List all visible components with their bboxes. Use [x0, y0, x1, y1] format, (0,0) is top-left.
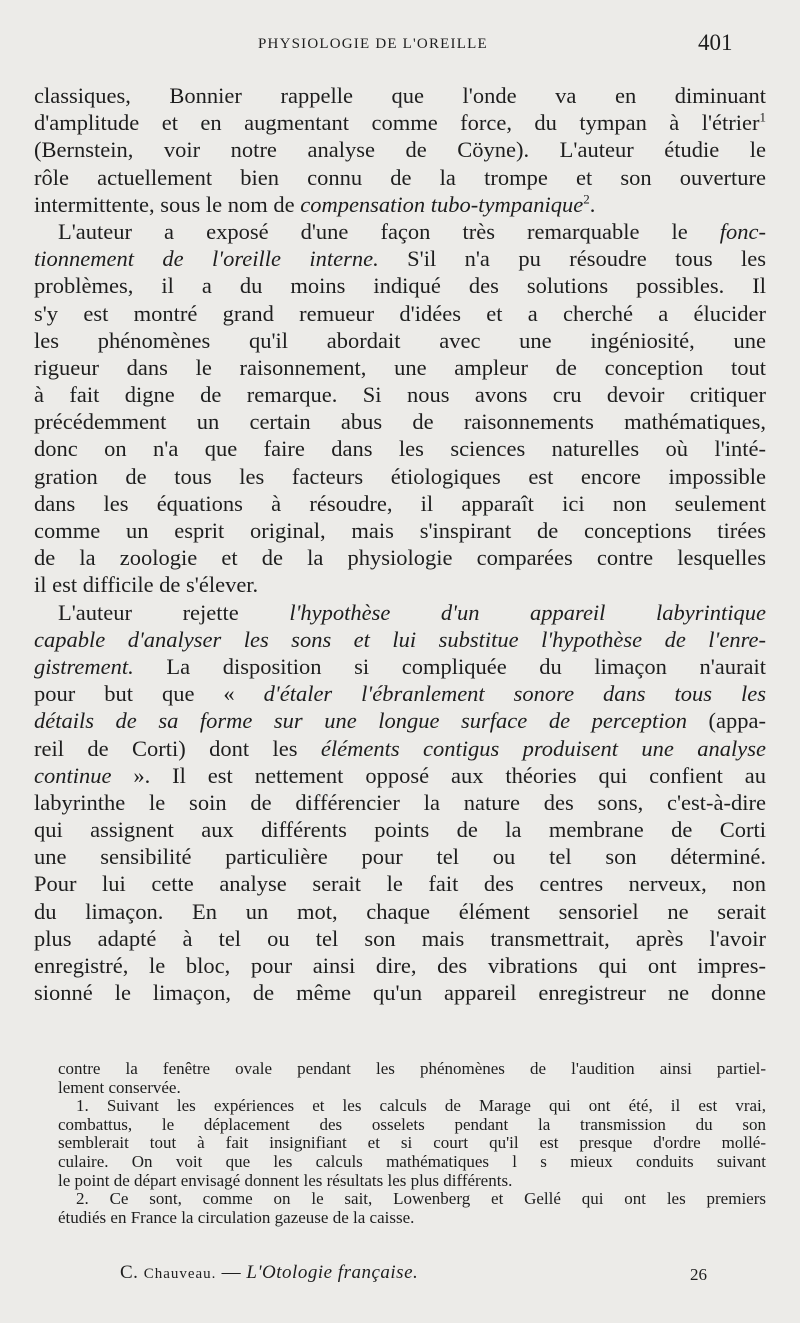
- text-line: (Bernstein, voir notre analyse de Cöyne). L'auteur étudie le: [34, 137, 766, 163]
- text-line: comme un esprit original, mais s'inspirant de conceptions tirées: [34, 518, 766, 543]
- text-line: problèmes, il a du moins indiqué des solutions possibles. Il: [34, 273, 766, 299]
- text-line: dans les équations à résoudre, il apparaît ici non seulement: [34, 490, 766, 516]
- footnote-line: contre la fenêtre ovale pendant les phénomènes de l'audition ainsi partiel-: [58, 1059, 766, 1078]
- text-line: Pour lui cette analyse serait le fait des centres nerveux, non: [34, 871, 766, 897]
- footnote-line: culaire. On voit que les calculs mathématiques l s mieux conduits suivant: [58, 1151, 766, 1171]
- text-line: les phénomènes qu'il abordait avec une ingéniosité, une: [34, 327, 766, 353]
- footnote-line: lement conservée.: [58, 1077, 181, 1097]
- page-number: 401: [698, 30, 733, 55]
- text-line: enregistré, le bloc, pour ainsi dire, des vibrations qui ont impres-: [34, 953, 766, 978]
- page-footer: [0, 1262, 800, 1290]
- text-line: une sensibilité particulière pour tel ou tel son déterminé.: [34, 844, 766, 870]
- footnote-line: étudiés en France la circulation gazeuse de la caisse.: [58, 1207, 415, 1227]
- text-line: du limaçon. En un mot, chaque élément sensoriel ne serait: [34, 898, 766, 924]
- text-line: plus adapté à tel ou tel son mais transmettrait, après l'avoir: [34, 925, 766, 951]
- running-title: PHYSIOLOGIE DE L'OREILLE: [258, 36, 488, 52]
- footnote-line: semblerait tout à fait insignifiant et si court qu'il est presque d'ordre mollé-: [58, 1133, 766, 1153]
- text-line: pour but que « d'étaler l'ébranlement sonore dans tous les: [34, 681, 767, 707]
- text-line: sionné le limaçon, de même qu'un appareil enregistreur ne donne: [34, 980, 766, 1006]
- footnote-2: 2. Ce sont, comme on le sait, Lowenberg et Gellé qui ont les premiers: [76, 1189, 766, 1209]
- text-line: de la zoologie et de la physiologie comparées contre lesquelles: [34, 545, 766, 571]
- book-title: L'Otologie française.: [246, 1262, 419, 1283]
- page-header: [0, 30, 800, 60]
- text-line: L'auteur rejette l'hypothèse d'un appareil labyrintique: [58, 599, 766, 625]
- text-line: gistrement. La disposition si compliquée du limaçon n'aurait: [34, 653, 766, 679]
- text-line: rigueur dans le raisonnement, une ampleur de conception tout: [34, 354, 766, 380]
- text-line: L'auteur a exposé d'une façon très remarquable le fonc-: [58, 218, 766, 244]
- footnote-ref: 1: [759, 109, 766, 125]
- footnotes: [58, 1060, 766, 1227]
- footnote-ref: 2: [583, 191, 590, 207]
- text-line: reil de Corti) dont les éléments contigus produisent une analyse: [34, 735, 766, 761]
- signature-number: 26: [690, 1265, 707, 1284]
- text-line: continue ». Il est nettement opposé aux théories qui confient au: [34, 762, 766, 788]
- text-line: s'y est montré grand remueur d'idées et a cherché a élucider: [34, 300, 766, 326]
- text-line: rôle actuellement bien connu de la trompe et son ouverture: [34, 164, 766, 190]
- body-text: [34, 82, 766, 1006]
- text-line: labyrinthe le soin de différencier la nature des sons, c'est-à-dire: [34, 789, 766, 815]
- text-line: gration de tous les facteurs étiologiques est encore impossible: [34, 463, 766, 489]
- text-line: intermittente, sous le nom de compensation tubo-tympanique$^2$.: [34, 191, 596, 217]
- text-line: qui assignent aux différents points de la membrane de Corti: [34, 817, 766, 843]
- text-line: d'amplitude et en augmentant comme force, du tympan à l'étrier$^1$: [34, 109, 766, 136]
- footnote-line: combattus, le déplacement des osselets pendant la transmission du son: [58, 1114, 766, 1134]
- text-line: il est difficile de s'élever.: [34, 572, 259, 598]
- author-name: Chauveau.: [143, 1266, 217, 1282]
- text-line: donc on n'a que faire dans les sciences naturelles où l'inté-: [34, 436, 766, 462]
- text-line: tionnement de l'oreille interne. S'il n'a pu résoudre tous les: [34, 246, 767, 272]
- text-line: détails de sa forme sur une longue surface de perception (appa-: [34, 708, 766, 734]
- book-signature: C. Chauveau. — L'Otologie française.: [120, 1262, 419, 1283]
- text-line: à fait digne de remarque. Si nous avons cru devoir critiquer: [34, 382, 766, 408]
- text-line: capable d'analyser les sons et lui substitue l'hypothèse de l'enre-: [34, 626, 766, 652]
- text-line: précédemment un certain abus de raisonnements mathématiques,: [34, 409, 766, 435]
- text-line: classiques, Bonnier rappelle que l'onde va en diminuant: [34, 83, 766, 108]
- footnote-1: 1. Suivant les expériences et les calculs de Marage qui ont été, il est vrai,: [76, 1096, 766, 1116]
- footnote-line: le point de départ envisagé donnent les résultats les plus différents.: [58, 1170, 513, 1190]
